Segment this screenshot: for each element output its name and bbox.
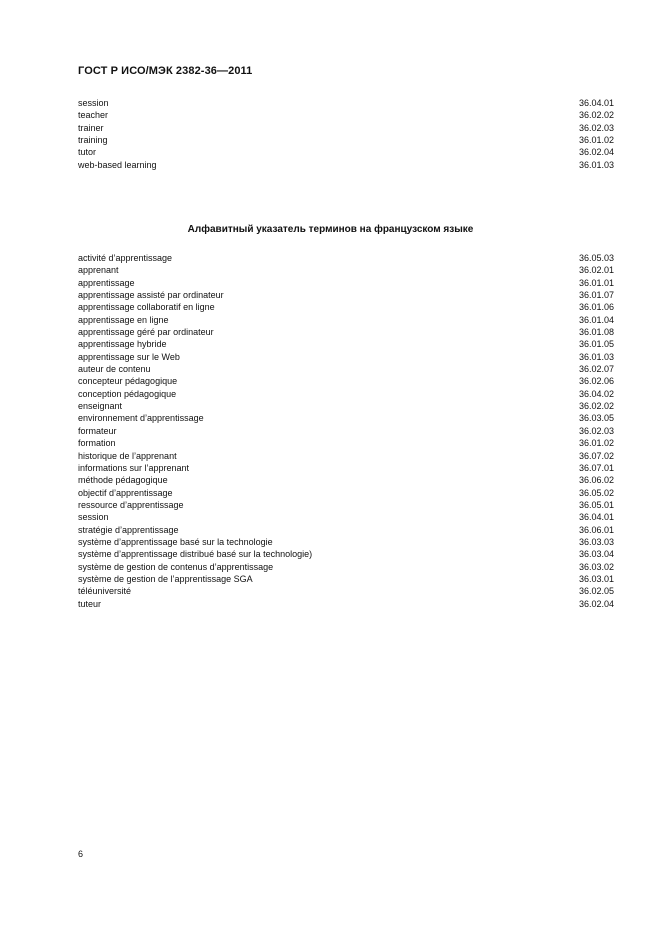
term-label: apprentissage collaboratif en ligne — [78, 302, 215, 313]
term-row — [78, 97, 614, 109]
term-label: système d’apprentissage distribué basé sur la technologie) — [78, 549, 313, 560]
page-number: 6 — [78, 849, 84, 859]
term-label: session — [78, 512, 109, 523]
term-label: stratégie d’apprentissage — [78, 524, 179, 535]
term-row — [78, 264, 614, 276]
term-row — [78, 412, 614, 424]
term-label: environnement d’apprentissage — [78, 413, 204, 424]
term-code: 36.01.02 — [578, 438, 614, 449]
term-code: 36.02.03 — [578, 122, 614, 133]
term-label: informations sur l’apprenant — [78, 462, 190, 473]
term-code: 36.02.05 — [578, 586, 614, 597]
term-row — [78, 351, 614, 363]
term-row — [78, 536, 614, 548]
term-row — [78, 326, 614, 338]
term-code: 36.03.01 — [578, 573, 614, 584]
term-row — [78, 400, 614, 412]
term-label: enseignant — [78, 401, 123, 412]
term-label: système de gestion de l’apprentissage SGA — [78, 573, 253, 584]
term-label: formateur — [78, 425, 117, 436]
term-code: 36.03.02 — [578, 561, 614, 572]
term-label: activité d’apprentissage — [78, 253, 173, 263]
term-row — [78, 437, 614, 449]
term-label: apprentissage sur le Web — [78, 351, 180, 362]
term-code: 36.01.05 — [578, 339, 614, 350]
term-label: apprenant — [78, 265, 119, 276]
document-header: ГОСТ Р ИСО/МЭК 2382-36—2011 — [78, 65, 253, 77]
term-label: web-based learning — [78, 159, 157, 170]
term-code: 36.04.02 — [578, 388, 614, 399]
term-code: 36.07.01 — [578, 462, 614, 473]
term-row — [78, 289, 614, 301]
term-label: tuteur — [78, 598, 102, 609]
term-code: 36.01.06 — [578, 302, 614, 313]
term-label: teacher — [78, 110, 109, 121]
term-row — [78, 122, 614, 134]
term-code: 36.02.06 — [578, 376, 614, 387]
term-row — [78, 524, 614, 536]
term-row — [78, 425, 614, 437]
term-row — [78, 511, 614, 523]
term-row — [78, 146, 614, 158]
term-code: 36.04.01 — [578, 98, 614, 108]
term-row — [78, 338, 614, 350]
term-row — [78, 499, 614, 511]
term-code: 36.06.02 — [578, 475, 614, 486]
term-code: 36.05.03 — [578, 253, 614, 263]
term-code: 36.04.01 — [578, 512, 614, 523]
term-code: 36.01.07 — [578, 290, 614, 301]
term-label: conception pédagogique — [78, 388, 177, 399]
term-row — [78, 388, 614, 400]
term-label: trainer — [78, 122, 104, 133]
term-code: 36.02.03 — [578, 425, 614, 436]
term-label: apprentissage géré par ordinateur — [78, 327, 214, 338]
term-code: 36.05.01 — [578, 499, 614, 510]
french-index-title: Алфавитный указатель терминов на французском языке — [187, 224, 474, 235]
term-code: 36.01.02 — [578, 135, 614, 146]
term-row — [78, 598, 614, 610]
term-code: 36.01.08 — [578, 327, 614, 338]
term-row — [78, 159, 614, 171]
term-label: méthode pédagogique — [78, 475, 168, 486]
term-label: session — [78, 98, 109, 108]
term-row — [78, 573, 614, 585]
term-row — [78, 314, 614, 326]
term-code: 36.02.04 — [578, 598, 614, 609]
term-code: 36.01.04 — [578, 314, 614, 325]
term-row — [78, 134, 614, 146]
term-code: 36.01.01 — [578, 277, 614, 288]
term-label: apprentissage hybride — [78, 339, 167, 350]
term-code: 36.02.01 — [578, 265, 614, 276]
term-code: 36.03.05 — [578, 413, 614, 424]
term-code: 36.06.01 — [578, 524, 614, 535]
english-term-index — [78, 97, 614, 171]
term-code: 36.01.03 — [578, 351, 614, 362]
term-row — [78, 474, 614, 486]
term-label: téléuniversité — [78, 586, 132, 597]
term-label: objectif d’apprentissage — [78, 487, 173, 498]
term-row — [78, 450, 614, 462]
term-label: formation — [78, 438, 116, 449]
term-row — [78, 301, 614, 313]
term-label: auteur de contenu — [78, 364, 151, 375]
term-code: 36.03.04 — [578, 549, 614, 560]
term-label: tutor — [78, 147, 97, 158]
term-label: système d’apprentissage basé sur la technologie — [78, 536, 273, 547]
term-label: ressource d’apprentissage — [78, 499, 184, 510]
term-code: 36.01.03 — [578, 159, 614, 170]
term-row — [78, 462, 614, 474]
french-term-index — [78, 252, 614, 610]
term-code: 36.02.07 — [578, 364, 614, 375]
term-row — [78, 548, 614, 560]
term-row — [78, 487, 614, 499]
term-row — [78, 277, 614, 289]
term-code: 36.03.03 — [578, 536, 614, 547]
term-code: 36.02.02 — [578, 110, 614, 121]
term-label: training — [78, 135, 108, 146]
term-label: concepteur pédagogique — [78, 376, 178, 387]
term-label: apprentissage — [78, 277, 135, 288]
term-code: 36.07.02 — [578, 450, 614, 461]
term-label: système de gestion de contenus d’apprentissage — [78, 561, 274, 572]
term-row — [78, 585, 614, 597]
term-row — [78, 363, 614, 375]
term-row — [78, 252, 614, 264]
term-row — [78, 375, 614, 387]
term-label: historique de l’apprenant — [78, 450, 177, 461]
term-label: apprentissage en ligne — [78, 314, 169, 325]
term-code: 36.02.04 — [578, 147, 614, 158]
term-code: 36.02.02 — [578, 401, 614, 412]
term-code: 36.05.02 — [578, 487, 614, 498]
term-label: apprentissage assisté par ordinateur — [78, 290, 224, 301]
term-row — [78, 109, 614, 121]
term-row — [78, 561, 614, 573]
